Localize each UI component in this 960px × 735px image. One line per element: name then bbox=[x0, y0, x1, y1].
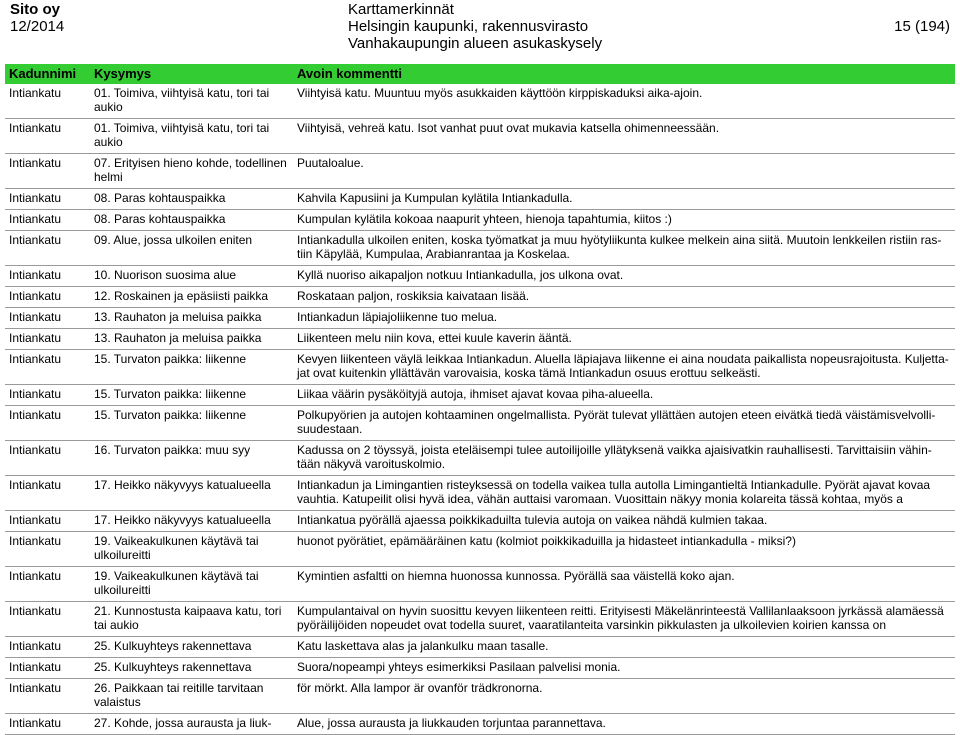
comment-cell: Kumpulan kylätila kokoaa naapurit yhteen, hienoja tapahtumia, kiitos :) bbox=[293, 210, 955, 231]
comment-cell: Kadussa on 2 töyssyä, joista eteläisempi tulee autoilijoille yllätyksenä vaikka ajaisivatkin rauhallisesti. Tarvittaisiin vähin-tään näkyvä varoituskolmio. bbox=[293, 441, 955, 476]
comment-cell: Katu laskettava alas ja jalankulku maan tasalle. bbox=[293, 637, 955, 658]
question-cell: 16. Turvaton paikka: muu syy bbox=[90, 441, 293, 476]
table-row bbox=[5, 637, 955, 658]
question-cell: 15. Turvaton paikka: liikenne bbox=[90, 406, 293, 441]
street-cell: Intiankatu bbox=[5, 658, 90, 679]
table-body bbox=[5, 84, 955, 735]
question-cell: 17. Heikko näkyvyys katualueella bbox=[90, 476, 293, 511]
question-cell: 01. Toimiva, viihtyisä katu, tori tai aukio bbox=[90, 84, 293, 119]
question-cell: 15. Turvaton paikka: liikenne bbox=[90, 350, 293, 385]
comment-cell: Kevyen liikenteen väylä leikkaa Intiankadun. Aluella läpiajava liikenne ei aina noudata paikallista nopeusrajoitusta. Kuljetta-jat ovat kuitenkin yllättävän varovaisia, koska tämä Intiankadun osuus erottuu selkeästi. bbox=[293, 350, 955, 385]
report-date: 12/2014 bbox=[10, 18, 65, 35]
comment-cell: Kumpulantaival on hyvin suosittu kevyen liikenteen reitti. Erityisesti Mäkelänrinteestä Vallilanlaaksoon jyrkässä alamäessä pyöräilijöiden nopeudet ovat todella suuret, vaaratilanteita varsinkin pikkulasten ja ulkoilevien koirien kanssa on bbox=[293, 602, 955, 637]
question-cell: 01. Toimiva, viihtyisä katu, tori tai aukio bbox=[90, 119, 293, 154]
table-row bbox=[5, 287, 955, 308]
street-cell: Intiankatu bbox=[5, 637, 90, 658]
street-cell: Intiankatu bbox=[5, 308, 90, 329]
page-header bbox=[0, 0, 960, 60]
header-row bbox=[5, 64, 955, 84]
comment-cell: Intiankadun ja Limingantien risteyksessä on todella vaikea tulla autolla Limingantieltä Intiankadulle. Pyörät ajavat kovaa vauhtia. Katupeilit olisi hyvä idea, vähän auttaisi varomaan. Vuosittain näkyy monia kolareita tässä kohtaa, myös a bbox=[293, 476, 955, 511]
comment-cell: Liikenteen melu niin kova, ettei kuule kaverin ääntä. bbox=[293, 329, 955, 350]
street-cell: Intiankatu bbox=[5, 189, 90, 210]
question-cell: 25. Kulkuyhteys rakennettava bbox=[90, 637, 293, 658]
table-row bbox=[5, 154, 955, 189]
question-cell: 19. Vaikeakulkunen käytävä tai ulkoilureitti bbox=[90, 532, 293, 567]
comment-cell: Intiankadun läpiajoliikenne tuo melua. bbox=[293, 308, 955, 329]
comment-cell: Suora/nopeampi yhteys esimerkiksi Pasilaan palvelisi monia. bbox=[293, 658, 955, 679]
comment-cell: Kahvila Kapusiini ja Kumpulan kylätila Intiankadulla. bbox=[293, 189, 955, 210]
question-cell: 09. Alue, jossa ulkoilen eniten bbox=[90, 231, 293, 266]
question-cell: 10. Nuorison suosima alue bbox=[90, 266, 293, 287]
street-cell: Intiankatu bbox=[5, 210, 90, 231]
street-cell: Intiankatu bbox=[5, 511, 90, 532]
comment-cell: Viihtyisä, vehreä katu. Isot vanhat puut ovat mukavia katsella ohimenneessään. bbox=[293, 119, 955, 154]
street-cell: Intiankatu bbox=[5, 385, 90, 406]
comment-cell: Viihtyisä katu. Muuntuu myös asukkaiden käyttöön kirppiskaduksi aika-ajoin. bbox=[293, 84, 955, 119]
comment-cell: Kymintien asfaltti on hiemna huonossa kunnossa. Pyörällä saa väistellä koko ajan. bbox=[293, 567, 955, 602]
table-row bbox=[5, 350, 955, 385]
question-cell: 08. Paras kohtauspaikka bbox=[90, 189, 293, 210]
table-row bbox=[5, 189, 955, 210]
street-cell: Intiankatu bbox=[5, 84, 90, 119]
question-cell: 26. Paikkaan tai reitille tarvitaan valaistus bbox=[90, 679, 293, 714]
table-row bbox=[5, 714, 955, 735]
question-cell: 17. Heikko näkyvyys katualueella bbox=[90, 511, 293, 532]
comment-cell: Kyllä nuoriso aikapaljon notkuu Intiankadulla, jos ulkona ovat. bbox=[293, 266, 955, 287]
table-row bbox=[5, 567, 955, 602]
table-header bbox=[5, 64, 955, 84]
street-cell: Intiankatu bbox=[5, 266, 90, 287]
table-row bbox=[5, 210, 955, 231]
comment-cell: huonot pyörätiet, epämääräinen katu (kolmiot poikkikaduilla ja hidasteet intiankadulla - miksi?) bbox=[293, 532, 955, 567]
comment-cell: Intiankatua pyörällä ajaessa poikkikaduilta tulevia autoja on vaikea nähdä kulmien takaa. bbox=[293, 511, 955, 532]
question-cell: 13. Rauhaton ja meluisa paikka bbox=[90, 308, 293, 329]
question-cell: 08. Paras kohtauspaikka bbox=[90, 210, 293, 231]
table-row bbox=[5, 511, 955, 532]
table-row bbox=[5, 406, 955, 441]
question-cell: 27. Kohde, jossa aurausta ja liuk- bbox=[90, 714, 293, 735]
comment-cell: Intiankadulla ulkoilen eniten, koska työmatkat ja muu hyötyliikunta kulkee melkein aina siitä. Muutoin lenkkeilen ristiin ras-tiin Käpylää, Kumpulaa, Arabianrantaa ja Koskelaa. bbox=[293, 231, 955, 266]
street-cell: Intiankatu bbox=[5, 476, 90, 511]
question-cell: 19. Vaikeakulkunen käytävä tai ulkoilureitti bbox=[90, 567, 293, 602]
street-cell: Intiankatu bbox=[5, 406, 90, 441]
survey-name: Vanhakaupungin alueen asukaskysely bbox=[348, 35, 603, 52]
street-cell: Intiankatu bbox=[5, 602, 90, 637]
table-row bbox=[5, 231, 955, 266]
street-cell: Intiankatu bbox=[5, 287, 90, 308]
table-row bbox=[5, 329, 955, 350]
question-cell: 12. Roskainen ja epäsiisti paikka bbox=[90, 287, 293, 308]
table-row bbox=[5, 385, 955, 406]
comment-cell: Liikaa väärin pysäköityjä autoja, ihmiset ajavat kovaa piha-alueella. bbox=[293, 385, 955, 406]
question-cell: 13. Rauhaton ja meluisa paikka bbox=[90, 329, 293, 350]
table-row bbox=[5, 679, 955, 714]
organization: Helsingin kaupunki, rakennusvirasto bbox=[348, 18, 589, 35]
comment-cell: Roskataan paljon, roskiksia kaivataan lisää. bbox=[293, 287, 955, 308]
company-name: Sito oy bbox=[10, 1, 61, 18]
table-row bbox=[5, 308, 955, 329]
table-row bbox=[5, 658, 955, 679]
comments-table bbox=[5, 64, 955, 735]
table-row bbox=[5, 441, 955, 476]
header-left bbox=[10, 1, 64, 35]
table-row bbox=[5, 476, 955, 511]
table-row bbox=[5, 602, 955, 637]
header-center bbox=[348, 1, 602, 52]
column-header-street: Kadunnimi bbox=[9, 66, 77, 81]
column-header-question: Kysymys bbox=[94, 66, 152, 81]
street-cell: Intiankatu bbox=[5, 119, 90, 154]
table-row bbox=[5, 84, 955, 119]
document-title: Karttamerkinnät bbox=[348, 1, 454, 18]
street-cell: Intiankatu bbox=[5, 329, 90, 350]
question-cell: 25. Kulkuyhteys rakennettava bbox=[90, 658, 293, 679]
street-cell: Intiankatu bbox=[5, 532, 90, 567]
page-number: 15 (194) bbox=[894, 18, 950, 35]
comment-cell: Polkupyörien ja autojen kohtaaminen ongelmallista. Pyörät tulevat yllättäen autojen eteen eivätkä tiedä väistämisvelvolli-suudestaan. bbox=[293, 406, 955, 441]
street-cell: Intiankatu bbox=[5, 441, 90, 476]
table-row bbox=[5, 532, 955, 567]
street-cell: Intiankatu bbox=[5, 567, 90, 602]
question-cell: 21. Kunnostusta kaipaava katu, tori tai aukio bbox=[90, 602, 293, 637]
column-header-comment: Avoin kommentti bbox=[297, 66, 402, 81]
street-cell: Intiankatu bbox=[5, 350, 90, 385]
comment-cell: Alue, jossa aurausta ja liukkauden torjuntaa parannettava. bbox=[293, 714, 955, 735]
street-cell: Intiankatu bbox=[5, 714, 90, 735]
question-cell: 15. Turvaton paikka: liikenne bbox=[90, 385, 293, 406]
question-cell: 07. Erityisen hieno kohde, todellinen helmi bbox=[90, 154, 293, 189]
comment-cell: för mörkt. Alla lampor är ovanför trädkronorna. bbox=[293, 679, 955, 714]
street-cell: Intiankatu bbox=[5, 231, 90, 266]
table-row bbox=[5, 119, 955, 154]
street-cell: Intiankatu bbox=[5, 679, 90, 714]
table-row bbox=[5, 266, 955, 287]
street-cell: Intiankatu bbox=[5, 154, 90, 189]
comment-cell: Puutaloalue. bbox=[293, 154, 955, 189]
